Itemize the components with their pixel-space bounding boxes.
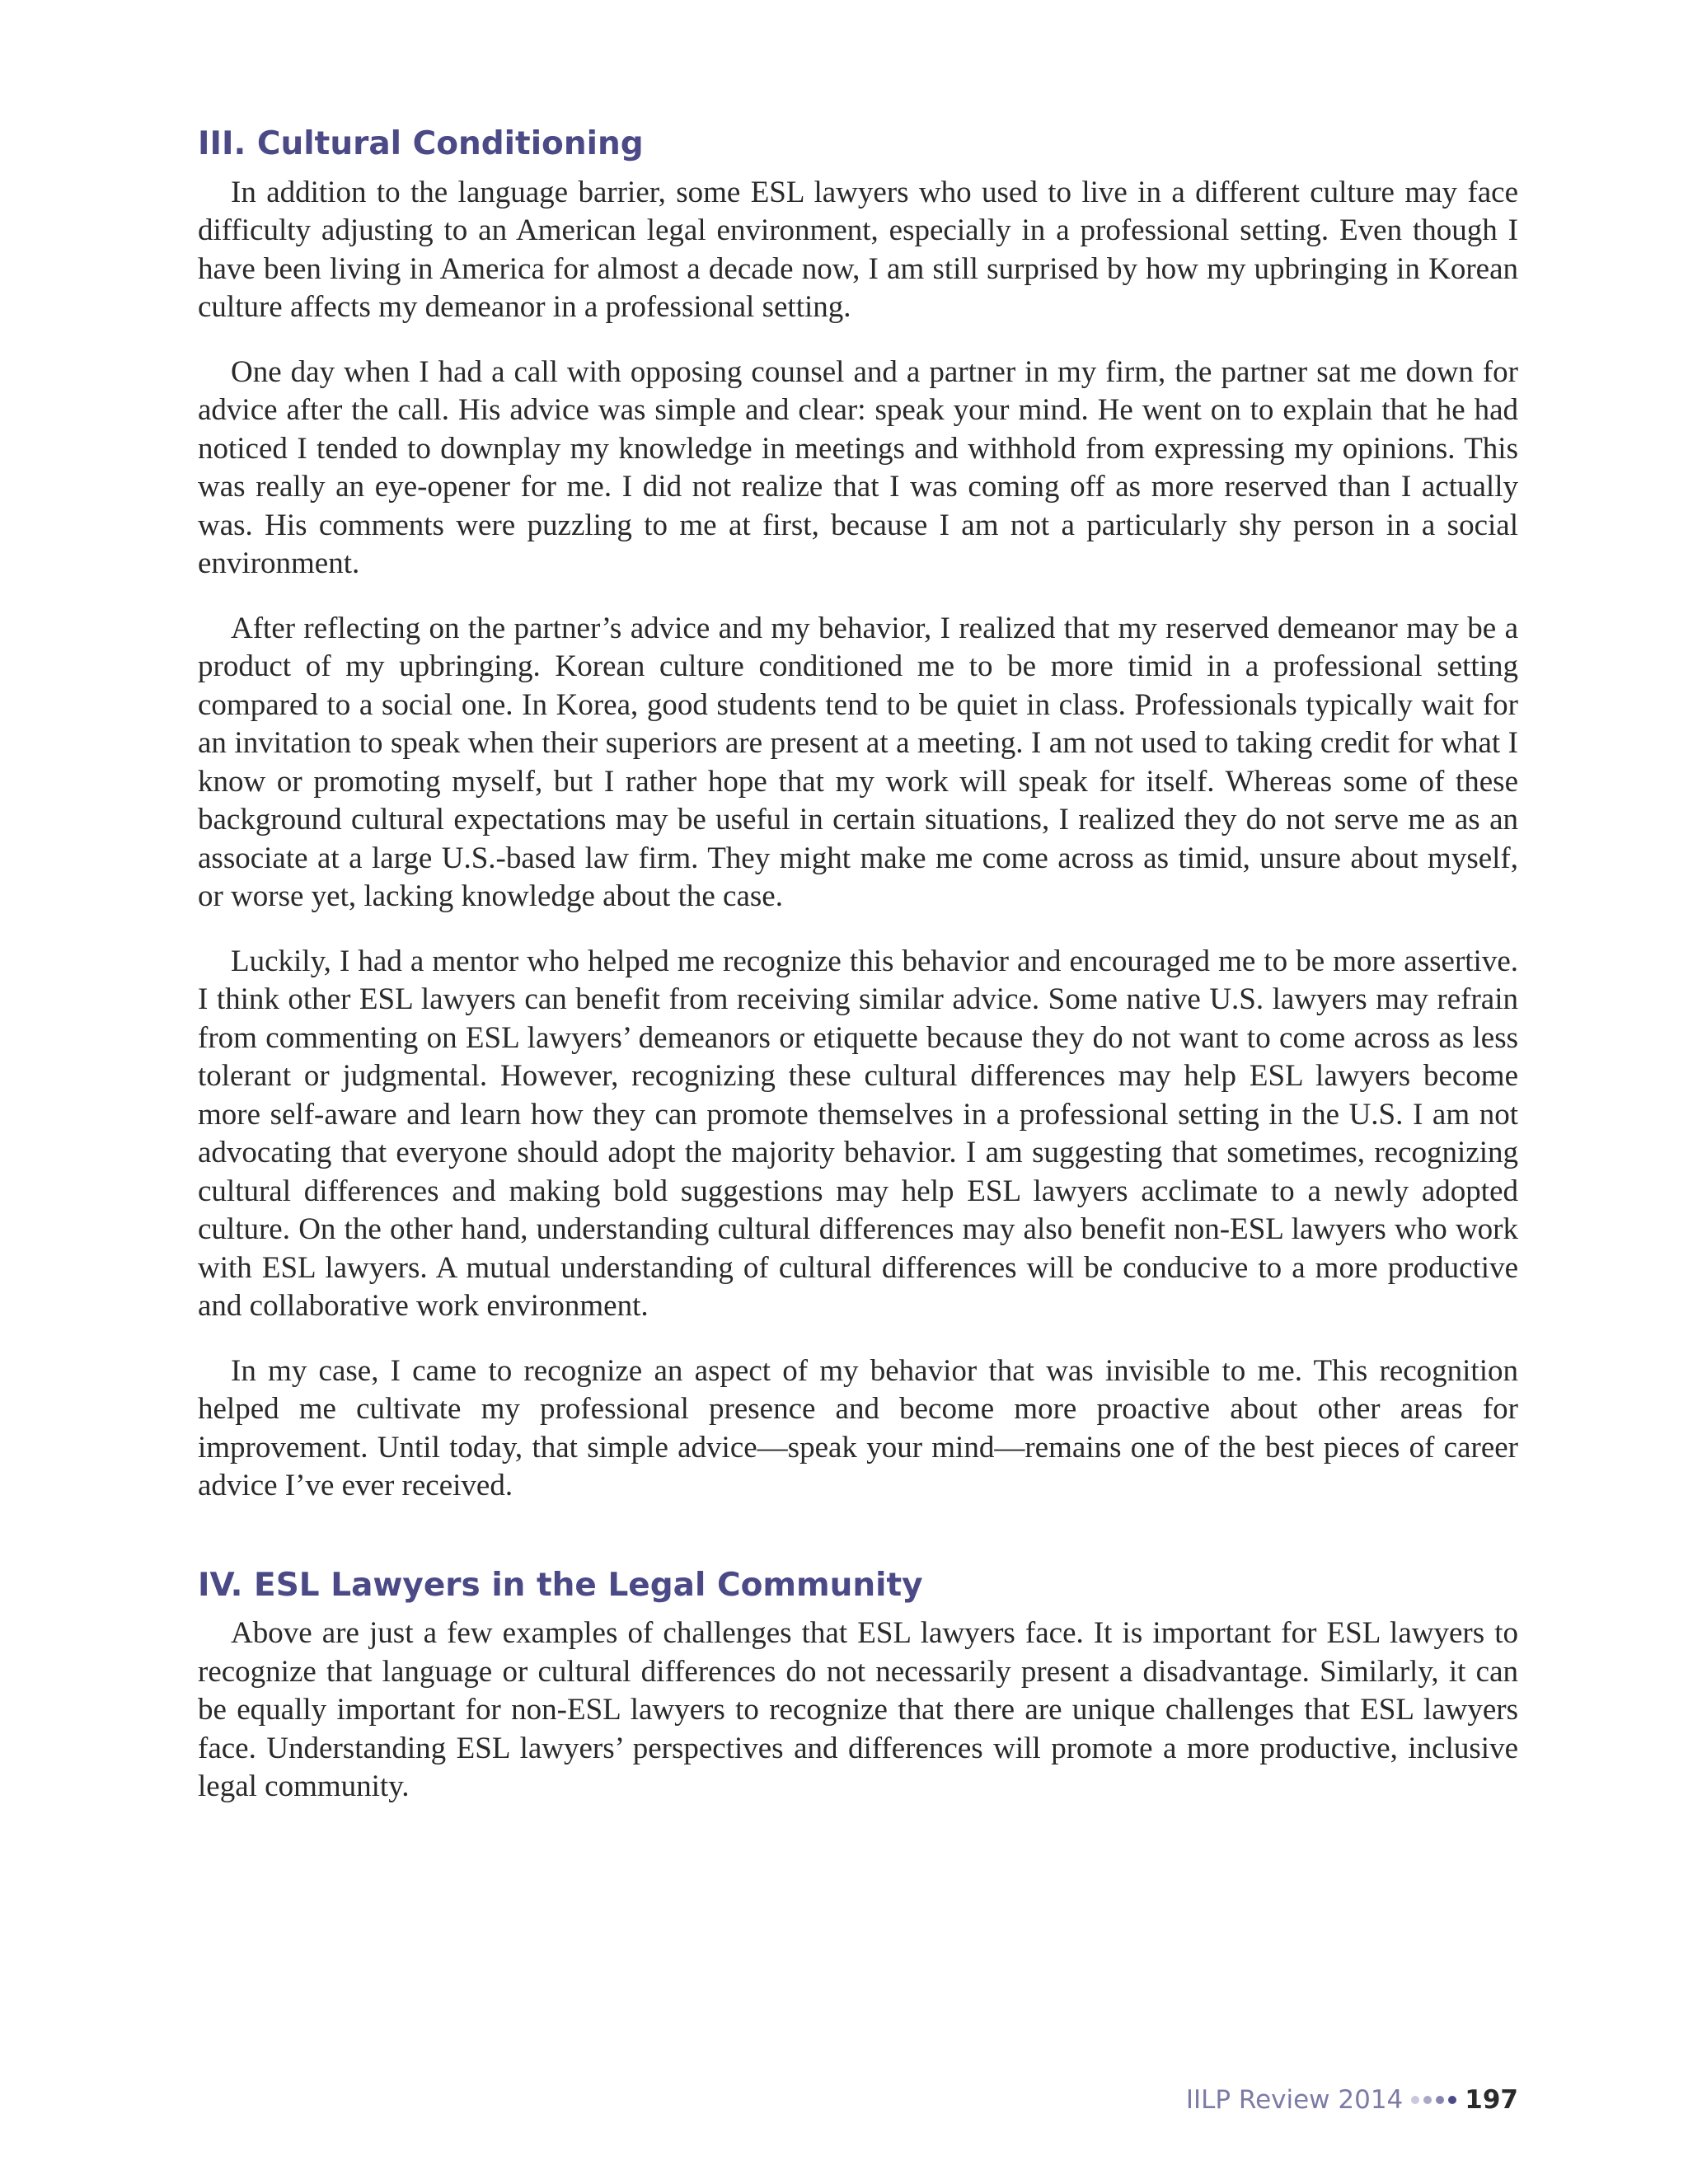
paragraph: After reflecting on the partner’s advice and my behavior, I realized that my reserved demeanor may be a product of my upbringing. Korean culture conditioned me to be more timid in a professional setting compared to a social one. In Korea, good students tend to be quiet in class. Professionals typically wait for an invitation to speak when their superiors are present at a meeting. I am not used to taking credit for what I know or promoting myself, but I rather hope that my work will speak for itself. Whereas some of these background cultural expectations may be useful in certain situations, I realized they do not serve me as an associate at a large U.S.-based law firm. They might make me come across as timid, unsure about myself, or worse yet, lacking knowledge about the case. bbox=[198, 611, 1518, 914]
paragraph: In my case, I came to recognize an aspect of my behavior that was invisible to me. This recognition helped me cultivate my professional presence and become more proactive about other areas for improvement. Until today, that simple advice—speak your mind—remains one of the best pieces of career advice I’ve ever received. bbox=[198, 1353, 1518, 1503]
dot-icon bbox=[1423, 2096, 1432, 2104]
publication-title: IILP Review 2014 bbox=[1185, 2085, 1404, 2115]
footer-dots-icon bbox=[1411, 2096, 1456, 2104]
dot-icon bbox=[1448, 2096, 1456, 2104]
paragraph: In addition to the language barrier, some ESL lawyers who used to live in a different culture may face difficulty adjusting to an American legal environment, especially in a professional setting. Even though I have been living in America for almost a decade now, I am still surprised by how my upbringing in Korean culture affects my demeanor in a professional setting. bbox=[198, 175, 1518, 325]
dot-icon bbox=[1411, 2096, 1419, 2104]
paragraph: Luckily, I had a mentor who helped me recognize this behavior and encouraged me to be more assertive. I think other ESL lawyers can benefit from receiving similar advice. Some native U.S. lawyers may refrain from commenting on ESL lawyers’ demeanors or etiquette because they do not want to come across as less tolerant or judgmental. However, recognizing these cultural differences may help ESL lawyers become more self-aware and learn how they can promote themselves in a professional setting in the U.S. I am not advocating that everyone should adopt the majority behavior. I am suggesting that sometimes, recognizing cultural differences and making bold suggestions may help ESL lawyers acclimate to a newly adopted culture. On the other hand, understanding cultural differences may also benefit non-ESL lawyers who work with ESL lawyers. A mutual understanding of cultural differences will be conducive to a more productive and collaborative work environment. bbox=[198, 944, 1518, 1324]
page-footer bbox=[1186, 2085, 1518, 2115]
paragraph: One day when I had a call with opposing counsel and a partner in my firm, the partner sat me down for advice after the call. His advice was simple and clear: speak your mind. He went on to explain that he had noticed I tended to downplay my knowledge in meetings and withhold from expressing my opinions. This was really an eye-opener for me. I did not realize that I was coming off as more reserved than I actually was. His comments were puzzling to me at first, because I am not a particularly shy person in a social environment. bbox=[198, 354, 1518, 581]
page-number: 197 bbox=[1465, 2085, 1518, 2115]
document-page bbox=[198, 124, 1518, 1833]
section-heading-cultural-conditioning: III. Cultural Conditioning bbox=[198, 125, 644, 162]
paragraph: Above are just a few examples of challenges that ESL lawyers face. It is important for ESL lawyers to recognize that language or cultural differences do not necessarily present a disadvantage. Similarly, it can be equally important for non-ESL lawyers to recognize that there are unique challenges that ESL lawyers face. Understanding ESL lawyers’ perspectives and differences will promote a more productive, inclusive legal community. bbox=[198, 1616, 1518, 1804]
dot-icon bbox=[1436, 2096, 1444, 2104]
section-heading-esl-lawyers: IV. ESL Lawyers in the Legal Community bbox=[198, 1566, 923, 1604]
